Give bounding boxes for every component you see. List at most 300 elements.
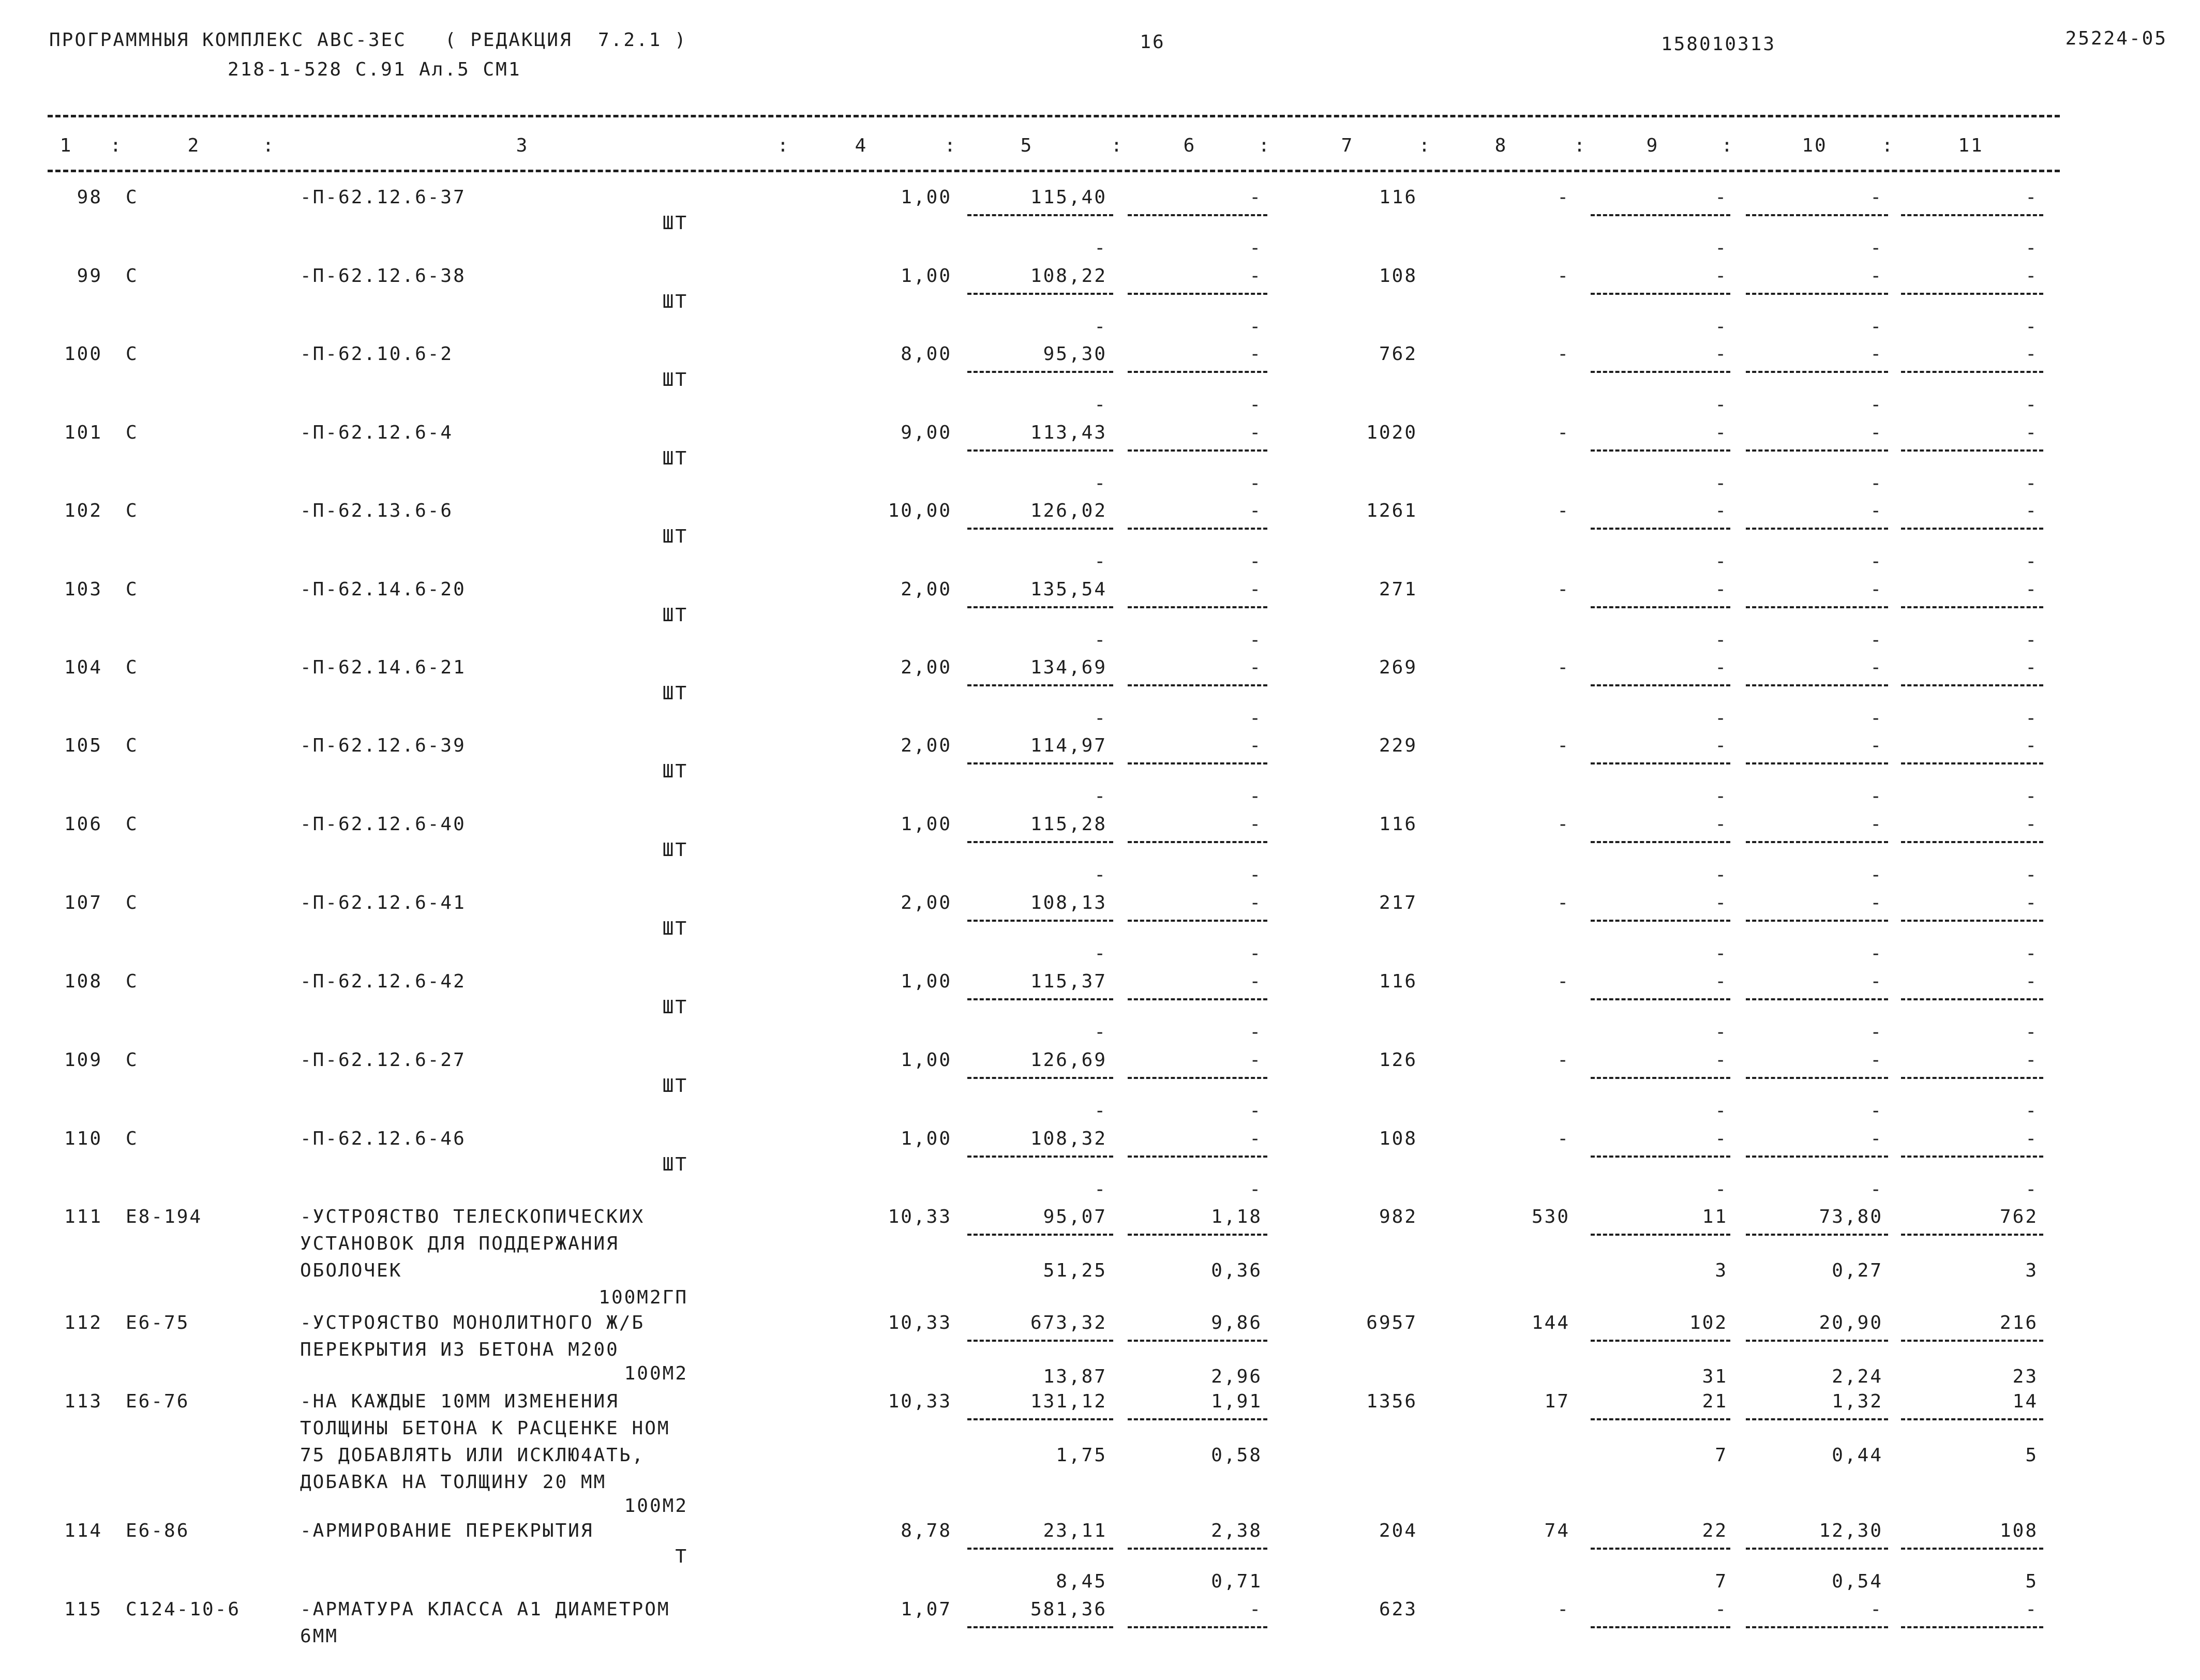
row-col11-primary: - [2025, 735, 2038, 756]
row-col5-secondary: - [1094, 237, 1107, 259]
col6-divider [1128, 1077, 1267, 1079]
row-col10-primary: - [1870, 579, 1883, 600]
row-description: -П-62.12.6-37 [300, 187, 466, 208]
row-col9-primary: - [1715, 500, 1728, 521]
row-col6-primary: 1,18 [1211, 1206, 1262, 1227]
row-col9-primary: - [1715, 1049, 1728, 1071]
row-col6-primary: - [1249, 657, 1262, 678]
row-col6-primary: 1,91 [1211, 1391, 1262, 1412]
column-header-8: 8 [1494, 135, 1508, 156]
col6-divider [1128, 920, 1267, 922]
row-col6-primary: - [1249, 422, 1262, 443]
row-number: 98 [77, 187, 102, 208]
row-col8: - [1557, 265, 1570, 287]
col5-divider [967, 449, 1113, 452]
row-col7: 126 [1379, 1049, 1417, 1071]
row-col11-secondary: 3 [2025, 1260, 2038, 1281]
col11-divider [1901, 1626, 2043, 1628]
row-col11-secondary: - [2025, 629, 2038, 651]
col11-divider [1901, 1156, 2043, 1158]
row-description: -П-62.12.6-27 [300, 1049, 466, 1071]
row-description: -П-62.10.6-2 [300, 343, 454, 365]
row-number: 100 [64, 343, 102, 365]
row-col11-primary: - [2025, 1599, 2038, 1620]
row-unit: 100М2 [624, 1495, 688, 1517]
row-col11-secondary: - [2025, 473, 2038, 494]
col11-divider [1901, 998, 2043, 1000]
row-col9-secondary: - [1715, 943, 1728, 964]
row-unit: ШТ [662, 839, 688, 861]
row-col10-secondary: 0,27 [1832, 1260, 1883, 1281]
row-col7: 1261 [1366, 500, 1417, 521]
row-col5-secondary: 1,75 [1056, 1445, 1107, 1466]
row-description: 75 ДОБАВЛЯТЬ ИЛИ ИСКЛЮ4АТЬ, [300, 1445, 645, 1466]
row-col6-primary: - [1249, 187, 1262, 208]
row-col9-primary: - [1715, 1128, 1728, 1149]
col6-divider [1128, 1418, 1267, 1420]
row-col10-primary: 1,32 [1832, 1391, 1883, 1412]
row-description: -АРМИРОВАНИЕ ПЕРЕКРЫТИЯ [300, 1520, 594, 1541]
row-col10-secondary: - [1870, 1179, 1883, 1200]
row-col10-secondary: - [1870, 943, 1883, 964]
row-col7: 1356 [1366, 1391, 1417, 1412]
row-col5-primary: 115,37 [1030, 971, 1107, 992]
row-col10-secondary: - [1870, 1022, 1883, 1043]
col9-divider [1591, 1234, 1730, 1236]
row-col6-secondary: - [1249, 394, 1262, 415]
row-col7: 6957 [1366, 1312, 1417, 1333]
row-col10-secondary: 2,24 [1832, 1366, 1883, 1387]
row-unit: ШТ [662, 1075, 688, 1097]
row-quantity: 2,00 [901, 892, 952, 913]
col6-divider [1128, 1548, 1267, 1550]
row-col6-secondary: - [1249, 943, 1262, 964]
col6-divider [1128, 1626, 1267, 1628]
col11-divider [1901, 449, 2043, 452]
row-col5-secondary: - [1094, 1100, 1107, 1121]
row-code: С [126, 814, 139, 835]
row-col11-secondary: - [2025, 551, 2038, 572]
row-unit: 100М2ГП [598, 1287, 688, 1308]
column-header-1: 1 [59, 135, 73, 156]
row-unit: ШТ [662, 213, 688, 234]
row-quantity: 1,00 [901, 1049, 952, 1071]
row-col5-primary: 581,36 [1030, 1599, 1107, 1620]
col10-divider [1746, 684, 1888, 686]
row-quantity: 8,00 [901, 343, 952, 365]
row-col9-secondary: - [1715, 629, 1728, 651]
row-number: 108 [64, 971, 102, 992]
col9-divider [1591, 1548, 1730, 1550]
col6-divider [1128, 998, 1267, 1000]
row-code: Е6-86 [126, 1520, 190, 1541]
row-unit: ШТ [662, 761, 688, 782]
col11-divider [1901, 684, 2043, 686]
row-col5-secondary: - [1094, 1022, 1107, 1043]
row-code: С [126, 579, 139, 600]
row-col8: - [1557, 187, 1570, 208]
row-col8: 530 [1531, 1206, 1570, 1227]
col5-divider [967, 1234, 1113, 1236]
row-col8: - [1557, 1599, 1570, 1620]
document-code: 158010313 [1660, 34, 1776, 55]
row-col9-primary: - [1715, 892, 1728, 913]
column-separator: : [777, 135, 790, 156]
row-unit: Т [675, 1546, 688, 1567]
column-header-4: 4 [855, 135, 868, 156]
row-col6-primary: - [1249, 1049, 1262, 1071]
col6-divider [1128, 1234, 1267, 1236]
document-id: 25224-05 [2065, 28, 2167, 49]
row-code: С124-10-6 [126, 1599, 241, 1620]
row-code: С [126, 657, 139, 678]
col6-divider [1128, 214, 1267, 216]
row-col9-primary: - [1715, 657, 1728, 678]
row-col11-secondary: 5 [2025, 1445, 2038, 1466]
row-col8: - [1557, 422, 1570, 443]
row-unit: ШТ [662, 448, 688, 469]
row-col10-primary: - [1870, 814, 1883, 835]
row-col10-primary: 20,90 [1819, 1312, 1883, 1333]
column-separator: : [1111, 135, 1124, 156]
row-col9-secondary: - [1715, 394, 1728, 415]
col6-divider [1128, 1156, 1267, 1158]
row-col11-secondary: 23 [2012, 1366, 2038, 1387]
row-col10-secondary: - [1870, 237, 1883, 259]
row-col9-secondary: 7 [1715, 1445, 1728, 1466]
row-col9-secondary: - [1715, 786, 1728, 807]
column-separator: : [944, 135, 957, 156]
col9-divider [1591, 371, 1730, 373]
col11-divider [1901, 214, 2043, 216]
row-col10-primary: - [1870, 187, 1883, 208]
row-col9-primary: - [1715, 187, 1728, 208]
row-col5-secondary: - [1094, 786, 1107, 807]
row-col10-primary: - [1870, 657, 1883, 678]
row-quantity: 1,00 [901, 265, 952, 287]
col6-divider [1128, 528, 1267, 530]
row-col5-primary: 134,69 [1030, 657, 1107, 678]
row-col6-secondary: - [1249, 786, 1262, 807]
row-description: ДОБАВКА НА ТОЛЩИНУ 20 ММ [300, 1472, 607, 1493]
row-code: С [126, 500, 139, 521]
row-col9-primary: - [1715, 1599, 1728, 1620]
row-col7: 271 [1379, 579, 1417, 600]
col5-divider [967, 1418, 1113, 1420]
col9-divider [1591, 684, 1730, 686]
row-number: 105 [64, 735, 102, 756]
col5-divider [967, 762, 1113, 764]
row-col9-primary: - [1715, 971, 1728, 992]
row-col11-secondary: - [2025, 943, 2038, 964]
col11-divider [1901, 1418, 2043, 1420]
row-col11-secondary: - [2025, 786, 2038, 807]
row-col11-primary: - [2025, 1049, 2038, 1071]
row-col6-primary: - [1249, 971, 1262, 992]
col10-divider [1746, 1340, 1888, 1342]
row-unit: ШТ [662, 369, 688, 391]
row-code: С [126, 1049, 139, 1071]
row-col5-primary: 113,43 [1030, 422, 1107, 443]
row-col11-primary: - [2025, 814, 2038, 835]
row-quantity: 10,33 [888, 1312, 952, 1333]
row-col11-primary: - [2025, 657, 2038, 678]
row-col9-secondary: - [1715, 1022, 1728, 1043]
col9-divider [1591, 293, 1730, 295]
row-col10-secondary: - [1870, 473, 1883, 494]
row-number: 115 [64, 1599, 102, 1620]
col10-divider [1746, 1156, 1888, 1158]
row-col9-primary: - [1715, 735, 1728, 756]
row-col9-secondary: 7 [1715, 1571, 1728, 1592]
row-col9-primary: - [1715, 265, 1728, 287]
row-description: -П-62.14.6-20 [300, 579, 466, 600]
row-col8: 17 [1544, 1391, 1570, 1412]
row-code: Е8-194 [126, 1206, 203, 1227]
col9-divider [1591, 1340, 1730, 1342]
row-code: С [126, 735, 139, 756]
row-col9-secondary: - [1715, 316, 1728, 337]
row-description: -П-62.12.6-40 [300, 814, 466, 835]
row-col5-secondary: - [1094, 473, 1107, 494]
row-col6-secondary: - [1249, 1022, 1262, 1043]
column-header-7: 7 [1341, 135, 1354, 156]
row-description: -УСТРОЯСТВО ТЕЛЕСКОПИЧЕСКИХ [300, 1206, 645, 1227]
row-col6-primary: - [1249, 1128, 1262, 1149]
col11-divider [1901, 1340, 2043, 1342]
row-col11-secondary: - [2025, 1179, 2038, 1200]
row-quantity: 1,00 [901, 1128, 952, 1149]
row-col10-secondary: - [1870, 394, 1883, 415]
col9-divider [1591, 449, 1730, 452]
col5-divider [967, 998, 1113, 1000]
col5-divider [967, 920, 1113, 922]
row-col5-primary: 126,02 [1030, 500, 1107, 521]
col10-divider [1746, 449, 1888, 452]
row-unit: ШТ [662, 291, 688, 312]
row-col6-secondary: 0,58 [1211, 1445, 1262, 1466]
row-col5-primary: 108,22 [1030, 265, 1107, 287]
row-quantity: 1,07 [901, 1599, 952, 1620]
col9-divider [1591, 1418, 1730, 1420]
col10-divider [1746, 606, 1888, 608]
row-unit: ШТ [662, 1154, 688, 1175]
row-col9-secondary: - [1715, 864, 1728, 886]
row-col5-primary: 131,12 [1030, 1391, 1107, 1412]
row-col5-primary: 95,07 [1043, 1206, 1107, 1227]
row-col9-primary: - [1715, 814, 1728, 835]
col9-divider [1591, 1077, 1730, 1079]
col10-divider [1746, 371, 1888, 373]
header-rule-bottom [48, 170, 2060, 172]
col11-divider [1901, 762, 2043, 764]
row-col10-primary: - [1870, 1128, 1883, 1149]
row-col5-primary: 115,40 [1030, 187, 1107, 208]
row-col10-secondary: - [1870, 316, 1883, 337]
row-col7: 1020 [1366, 422, 1417, 443]
row-quantity: 2,00 [901, 657, 952, 678]
row-col6-secondary: - [1249, 316, 1262, 337]
row-col10-primary: - [1870, 500, 1883, 521]
col11-divider [1901, 606, 2043, 608]
row-col8: - [1557, 814, 1570, 835]
row-col6-secondary: - [1249, 629, 1262, 651]
row-col11-primary: - [2025, 892, 2038, 913]
row-col11-primary: - [2025, 579, 2038, 600]
row-unit: ШТ [662, 526, 688, 547]
col9-divider [1591, 920, 1730, 922]
column-header-10: 10 [1802, 135, 1828, 156]
row-col10-primary: - [1870, 1599, 1883, 1620]
column-separator: : [1418, 135, 1432, 156]
row-col11-secondary: - [2025, 864, 2038, 886]
row-col6-secondary: 0,71 [1211, 1571, 1262, 1592]
row-code: С [126, 971, 139, 992]
row-col8: - [1557, 735, 1570, 756]
row-col9-primary: 21 [1702, 1391, 1728, 1412]
row-col10-secondary: - [1870, 708, 1883, 729]
col6-divider [1128, 293, 1267, 295]
row-code: С [126, 265, 139, 287]
row-description: -УСТРОЯСТВО МОНОЛИТНОГО Ж/Б [300, 1312, 645, 1333]
row-col5-primary: 108,32 [1030, 1128, 1107, 1149]
row-code: С [126, 422, 139, 443]
row-quantity: 10,33 [888, 1206, 952, 1227]
row-col9-secondary: - [1715, 473, 1728, 494]
column-separator: : [110, 135, 123, 156]
row-col10-primary: - [1870, 265, 1883, 287]
row-col8: - [1557, 579, 1570, 600]
row-code: С [126, 892, 139, 913]
row-col10-primary: - [1870, 422, 1883, 443]
col10-divider [1746, 1548, 1888, 1550]
row-col6-primary: - [1249, 265, 1262, 287]
row-code: С [126, 1128, 139, 1149]
row-unit: 100М2 [624, 1363, 688, 1384]
row-col9-primary: - [1715, 422, 1728, 443]
row-col6-primary: - [1249, 579, 1262, 600]
row-col5-primary: 673,32 [1030, 1312, 1107, 1333]
row-col10-primary: - [1870, 971, 1883, 992]
col6-divider [1128, 762, 1267, 764]
row-col5-primary: 23,11 [1043, 1520, 1107, 1541]
col11-divider [1901, 1234, 2043, 1236]
col5-divider [967, 214, 1113, 216]
row-col10-secondary: - [1870, 864, 1883, 886]
row-number: 99 [77, 265, 102, 287]
row-col6-secondary: - [1249, 551, 1262, 572]
row-col6-primary: - [1249, 735, 1262, 756]
row-col11-primary: - [2025, 971, 2038, 992]
row-col9-primary: 22 [1702, 1520, 1728, 1541]
program-title: ПРОГРАММНЫЯ КОМПЛЕКС АВС-3ЕС ( РЕДАКЦИЯ 7.2.1 ) [49, 29, 687, 51]
row-col5-primary: 135,54 [1030, 579, 1107, 600]
row-number: 107 [64, 892, 102, 913]
row-col6-primary: - [1249, 1599, 1262, 1620]
col10-divider [1746, 293, 1888, 295]
row-col7: 217 [1379, 892, 1417, 913]
row-unit: ШТ [662, 683, 688, 704]
col10-divider [1746, 1626, 1888, 1628]
col9-divider [1591, 606, 1730, 608]
row-col5-secondary: - [1094, 864, 1107, 886]
row-quantity: 10,00 [888, 500, 952, 521]
row-col11-primary: - [2025, 500, 2038, 521]
row-description: -П-62.14.6-21 [300, 657, 466, 678]
row-col11-secondary: - [2025, 316, 2038, 337]
row-col7: 116 [1379, 814, 1417, 835]
row-unit: ШТ [662, 997, 688, 1018]
row-col5-primary: 126,69 [1030, 1049, 1107, 1071]
row-number: 106 [64, 814, 102, 835]
row-col5-primary: 95,30 [1043, 343, 1107, 365]
col10-divider [1746, 1077, 1888, 1079]
row-col7: 623 [1379, 1599, 1417, 1620]
column-separator: : [1721, 135, 1734, 156]
row-col8: - [1557, 892, 1570, 913]
row-col5-secondary: - [1094, 708, 1107, 729]
col10-divider [1746, 214, 1888, 216]
col9-divider [1591, 998, 1730, 1000]
row-col10-primary: - [1870, 1049, 1883, 1071]
row-col5-secondary: - [1094, 1179, 1107, 1200]
row-unit: ШТ [662, 918, 688, 939]
row-col11-secondary: - [2025, 394, 2038, 415]
row-col10-secondary: - [1870, 1100, 1883, 1121]
row-col11-primary: 762 [1999, 1206, 2038, 1227]
col10-divider [1746, 1418, 1888, 1420]
row-col5-primary: 115,28 [1030, 814, 1107, 835]
col5-divider [967, 1340, 1113, 1342]
row-col5-secondary: 13,87 [1043, 1366, 1107, 1387]
row-number: 114 [64, 1520, 102, 1541]
col5-divider [967, 293, 1113, 295]
row-col10-secondary: - [1870, 551, 1883, 572]
col11-divider [1901, 1548, 2043, 1550]
col9-divider [1591, 1626, 1730, 1628]
row-col10-primary: - [1870, 343, 1883, 365]
row-col6-primary: - [1249, 343, 1262, 365]
column-separator: : [1574, 135, 1587, 156]
row-col7: 229 [1379, 735, 1417, 756]
row-unit: ШТ [662, 605, 688, 626]
col10-divider [1746, 528, 1888, 530]
row-col7: 116 [1379, 971, 1417, 992]
col10-divider [1746, 920, 1888, 922]
row-col8: - [1557, 1049, 1570, 1071]
row-quantity: 9,00 [901, 422, 952, 443]
col11-divider [1901, 371, 2043, 373]
row-col6-secondary: - [1249, 1179, 1262, 1200]
row-col9-primary: 11 [1702, 1206, 1728, 1227]
col10-divider [1746, 998, 1888, 1000]
row-col11-primary: - [2025, 343, 2038, 365]
row-col5-secondary: - [1094, 629, 1107, 651]
row-number: 103 [64, 579, 102, 600]
col11-divider [1901, 293, 2043, 295]
row-col11-secondary: - [2025, 708, 2038, 729]
col5-divider [967, 1548, 1113, 1550]
row-col10-secondary: 0,54 [1832, 1571, 1883, 1592]
row-number: 112 [64, 1312, 102, 1333]
row-description: -П-62.12.6-41 [300, 892, 466, 913]
row-col7: 982 [1379, 1206, 1417, 1227]
row-col5-secondary: 8,45 [1056, 1571, 1107, 1592]
row-quantity: 1,00 [901, 187, 952, 208]
col5-divider [967, 606, 1113, 608]
row-col10-secondary: - [1870, 629, 1883, 651]
row-col5-secondary: 51,25 [1043, 1260, 1107, 1281]
